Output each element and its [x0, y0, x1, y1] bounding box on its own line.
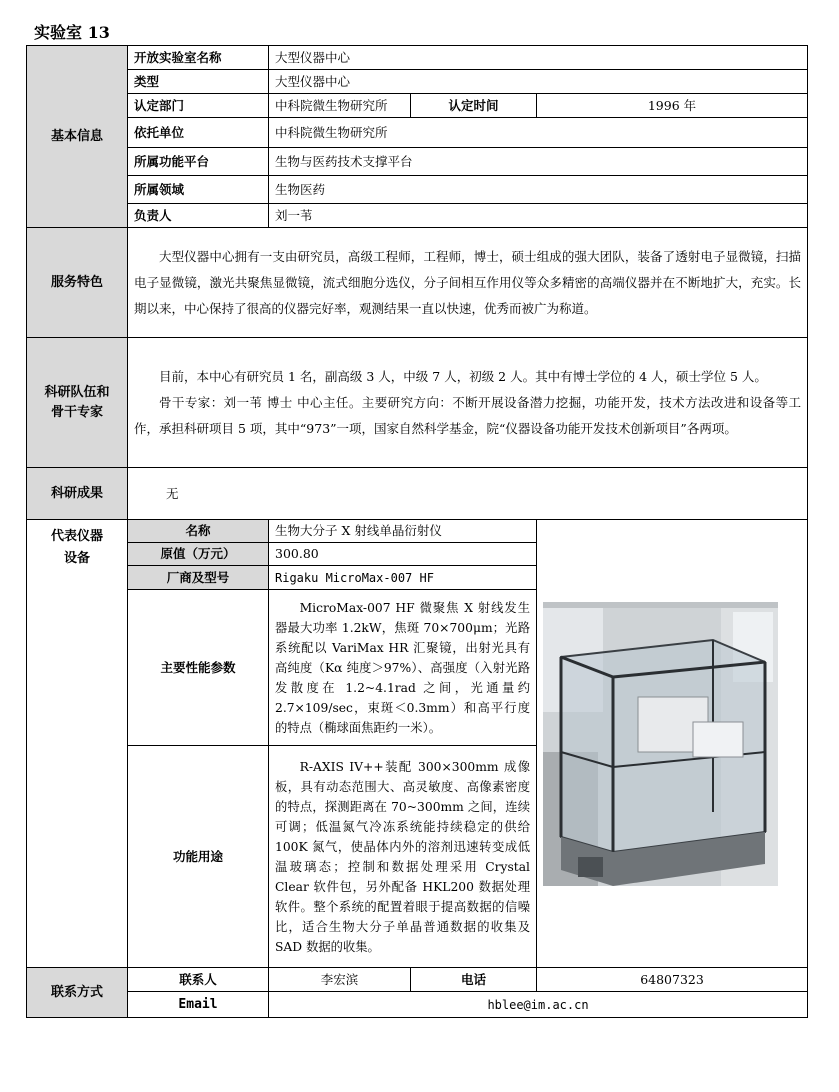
section-contact: 联系方式: [27, 968, 128, 1018]
value-lab-name: 大型仪器中心: [269, 46, 808, 70]
value-inst-price: 300.80: [269, 543, 537, 566]
section-instrument-line1: 代表仪器: [50, 529, 103, 544]
label-inst-perf: 主要性能参数: [128, 590, 269, 746]
document-title: 实验室 13: [34, 23, 110, 42]
achievement-value: 无: [128, 468, 808, 520]
label-inst-price: 原值（万元）: [128, 543, 269, 566]
label-contact-person: 联系人: [128, 968, 269, 992]
label-inst-func: 功能用途: [128, 746, 269, 968]
label-field: 所属领域: [128, 176, 269, 204]
value-contact-person: 李宏滨: [269, 968, 411, 992]
value-inst-model: Rigaku MicroMax-007 HF: [269, 566, 537, 590]
section-instrument-line2: 设备: [63, 551, 90, 566]
section-achievement: 科研成果: [27, 468, 128, 520]
instrument-photo-image: [543, 602, 778, 886]
label-cert-dept: 认定部门: [128, 94, 269, 118]
value-inst-func: R-AXIS IV++装配 300×300mm 成像板，具有动态范围大、高灵敏度、高像素密度的特点，探测距离在 70~300mm 之间，连续可调；低温氮气冷冻系统能持续稳定的供给 100K 氮气，使晶体内外的溶剂迅速转变成低温玻璃态；控制和数据处理采用 Crystal Clear 软件包，另外配备 HKL200 数据处理软件。整个系统的配置着眼于提高数据的信噪比，适合生物大分子单晶普通数据的收集及 SAD 数据的收集。: [275, 759, 530, 954]
label-director: 负责人: [128, 204, 269, 228]
instrument-photo-cell: [537, 520, 808, 968]
label-email: Email: [128, 992, 269, 1018]
value-email[interactable]: hblee@im.ac.cn: [269, 992, 808, 1018]
section-service: 服务特色: [27, 228, 128, 338]
lab-info-table: [26, 45, 808, 1018]
value-field: 生物医药: [269, 176, 808, 204]
instrument-photo: [543, 602, 778, 886]
label-inst-name: 名称: [128, 520, 269, 543]
value-director: 刘一苇: [269, 204, 808, 228]
label-cert-time: 认定时间: [411, 94, 537, 118]
value-cert-time: 1996 年: [537, 94, 808, 118]
label-inst-model: 厂商及型号: [128, 566, 269, 590]
label-platform: 所属功能平台: [128, 148, 269, 176]
value-platform: 生物与医药技术支撑平台: [269, 148, 808, 176]
service-text: 大型仪器中心拥有一支由研究员，高级工程师，工程师，博士，硕士组成的强大团队，装备了透射电子显微镜，扫描电子显微镜，激光共聚焦显微镜，流式细胞分选仪，分子间相互作用仪等众多精密的高端仪器并在不断地扩大，充实。长期以来，中心保持了很高的仪器完好率，观测结果一直以快速，优秀而被广为称道。: [134, 248, 802, 316]
value-inst-name: 生物大分子 X 射线单晶衍射仪: [269, 520, 537, 543]
value-type: 大型仪器中心: [269, 70, 808, 94]
team-para-1: 目前，本中心有研究员 1 名，副高级 3 人，中级 7 人，初级 2 人。其中有博士学位的 4 人，硕士学位 5 人。: [159, 368, 767, 384]
value-cert-dept: 中科院微生物研究所: [269, 94, 411, 118]
team-para-2: 骨干专家：刘一苇 博士 中心主任。主要研究方向：不断开展设备潜力挖掘，功能开发，技术方法改进和设备等工作，承担科研项目 5 项，其中“973”一项，国家自然科学基金，院“仪器设备功能开发技术创新项目”各两项。: [134, 394, 802, 436]
section-team-line2: 骨干专家: [50, 404, 103, 420]
section-team: [27, 338, 128, 468]
section-team-line1: 科研队伍和: [44, 384, 110, 400]
label-phone: 电话: [411, 968, 537, 992]
value-host-unit: 中科院微生物研究所: [269, 118, 808, 148]
value-phone: 64807323: [537, 968, 808, 992]
label-lab-name: 开放实验室名称: [128, 46, 269, 70]
section-basic-info: 基本信息: [27, 46, 128, 228]
section-instrument: [27, 520, 128, 968]
label-type: 类型: [128, 70, 269, 94]
value-inst-perf: MicroMax-007 HF 微聚焦 X 射线发生器最大功率 1.2kW，焦斑 70×700μm；光路系统配以 VariMax HR 汇聚镜，出射光具有高纯度（Kα 纯度＞97%）、高强度（入射光路发散度在 1.2~4.1rad 之间，光通量约 2.7×109/sec，束斑＜0.3mm）和高平行度的特点（椭球面焦距约一米）。: [275, 600, 530, 735]
label-host-unit: 依托单位: [128, 118, 269, 148]
